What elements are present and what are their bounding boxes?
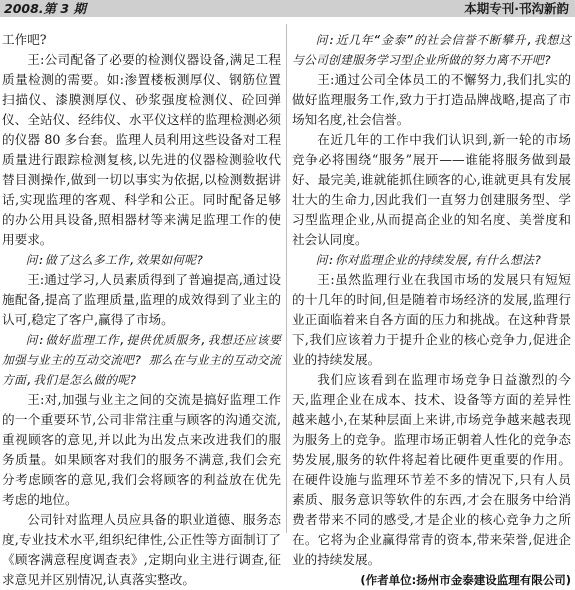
body-paragraph: 王:对,加强与业主之间的交流是搞好监理工作的一个重要环节,公司非常注重与顾客的沟通交流,重视顾客的意见,并以此为出发点来改进我们的服务质量。如果顾客对我们的服务不满意,我们会充分考虑顾客的意见,我们会将顾客的利益放在优先考虑的地位。 (2, 392, 281, 507)
interview-question: 问:做好监理工作,提供优质服务,我想还应该要加强与业主的互动交流吧? 那么在与业主的互动交流方面,我们是怎么做的呢? (2, 333, 281, 387)
body-paragraph: 公司针对监理人员应具备的职业道德、服务态度,专业技术水平,组织纪律性,公正性等方面制订了《顾客满意程度调查表》,定期向业主进行调查,征求意见并区别情况,认真落实整改。 (2, 512, 281, 587)
left-column (2, 30, 281, 590)
body-paragraph: 王:通过学习,人员素质得到了普遍提高,通过设施配备,提高了监理质量,监理的成效得到了业主的认可,稳定了客户,赢得了市场。 (2, 272, 281, 327)
column-divider (286, 24, 287, 533)
interview-question: 问:你对监理企业的持续发展,有什么想法? (315, 253, 542, 267)
body-paragraph: 我们应该看到在监理市场竞争日益激烈的今天,监理企业在成本、技术、设备等方面的差异性越来越小,在某种层面上来讲,市场竞争越来越表现为服务上的竞争。监理市场正朝着人性化的竞争态势发展,服务的软件将起着比硬件更重要的作用。在硬件设施与监理环节差不多的情况下,只有人员素质、服务意识等软件的东西,才会在服务中给消费者带来不同的感受,才是企业的核心竞争力之所在。它将为企业赢得常青的资本,带来荣誉,促进企业的持续发展。 (292, 372, 571, 567)
author-credit: (作者单位:扬州市金泰建设监理有限公司) (360, 573, 571, 587)
issue-number: 2008.第 3 期 (4, 1, 86, 16)
right-column (292, 30, 571, 590)
body-paragraph: 王:虽然监理行业在我国市场的发展只有短短的十几年的时间,但是随着市场经济的发展,监理行业正面临着来自各方面的压力和挑战。在这种背景下,我们应该着力于提升企业的核心竞争力,促进企业的持续发展。 (292, 272, 571, 367)
page-header (0, 0, 575, 17)
body-paragraph: 在近几年的工作中我们认识到,新一轮的市场竞争必将围绕“服务”展开——谁能将服务做到最好、最完美,谁就能抓住顾客的心,谁就更具有发展壮大的生命力,因此我们一直努力创建服务型、学习型监理企业,从而提高企业的知名度、美誉度和社会认同度。 (292, 132, 571, 247)
interview-question: 问:做了这么多工作,效果如何呢? (25, 253, 204, 267)
body-paragraph: 王:通过公司全体员工的不懈努力,我们扎实的做好监理服务工作,致力于打造品牌战略,提高了市场知名度,社会信誉。 (292, 72, 571, 127)
interview-question: 问:近几年“金泰”的社会信誉不断攀升,我想这与公司创建服务学习型企业所做的努力离不开吧? (292, 33, 571, 67)
body-paragraph: 工作吧? (2, 32, 47, 47)
section-title: 本期专刊·邗沟新韵 (464, 1, 569, 16)
body-paragraph: 王:公司配备了必要的检测仪器设备,满足工程质量检测的需要。如:渗置楼板测厚仪、钢筋位置扫描仪、漆膜测厚仪、砂浆强度检测仪、砼回弹仪、全站仪、经纬仪、水平仪这样的监理检测必须的仪器 80 多台套。监理人员利用这些设备对工程质量进行跟踪检测复核,以先进的仪器检测验收代替目测操作,做到一切以事实为依据,以检测数据讲话,实现监理的客观、科学和公正。同时配备足够的办公用具设备,照相器材等来满足监理工作的使用要求。 (2, 52, 281, 247)
